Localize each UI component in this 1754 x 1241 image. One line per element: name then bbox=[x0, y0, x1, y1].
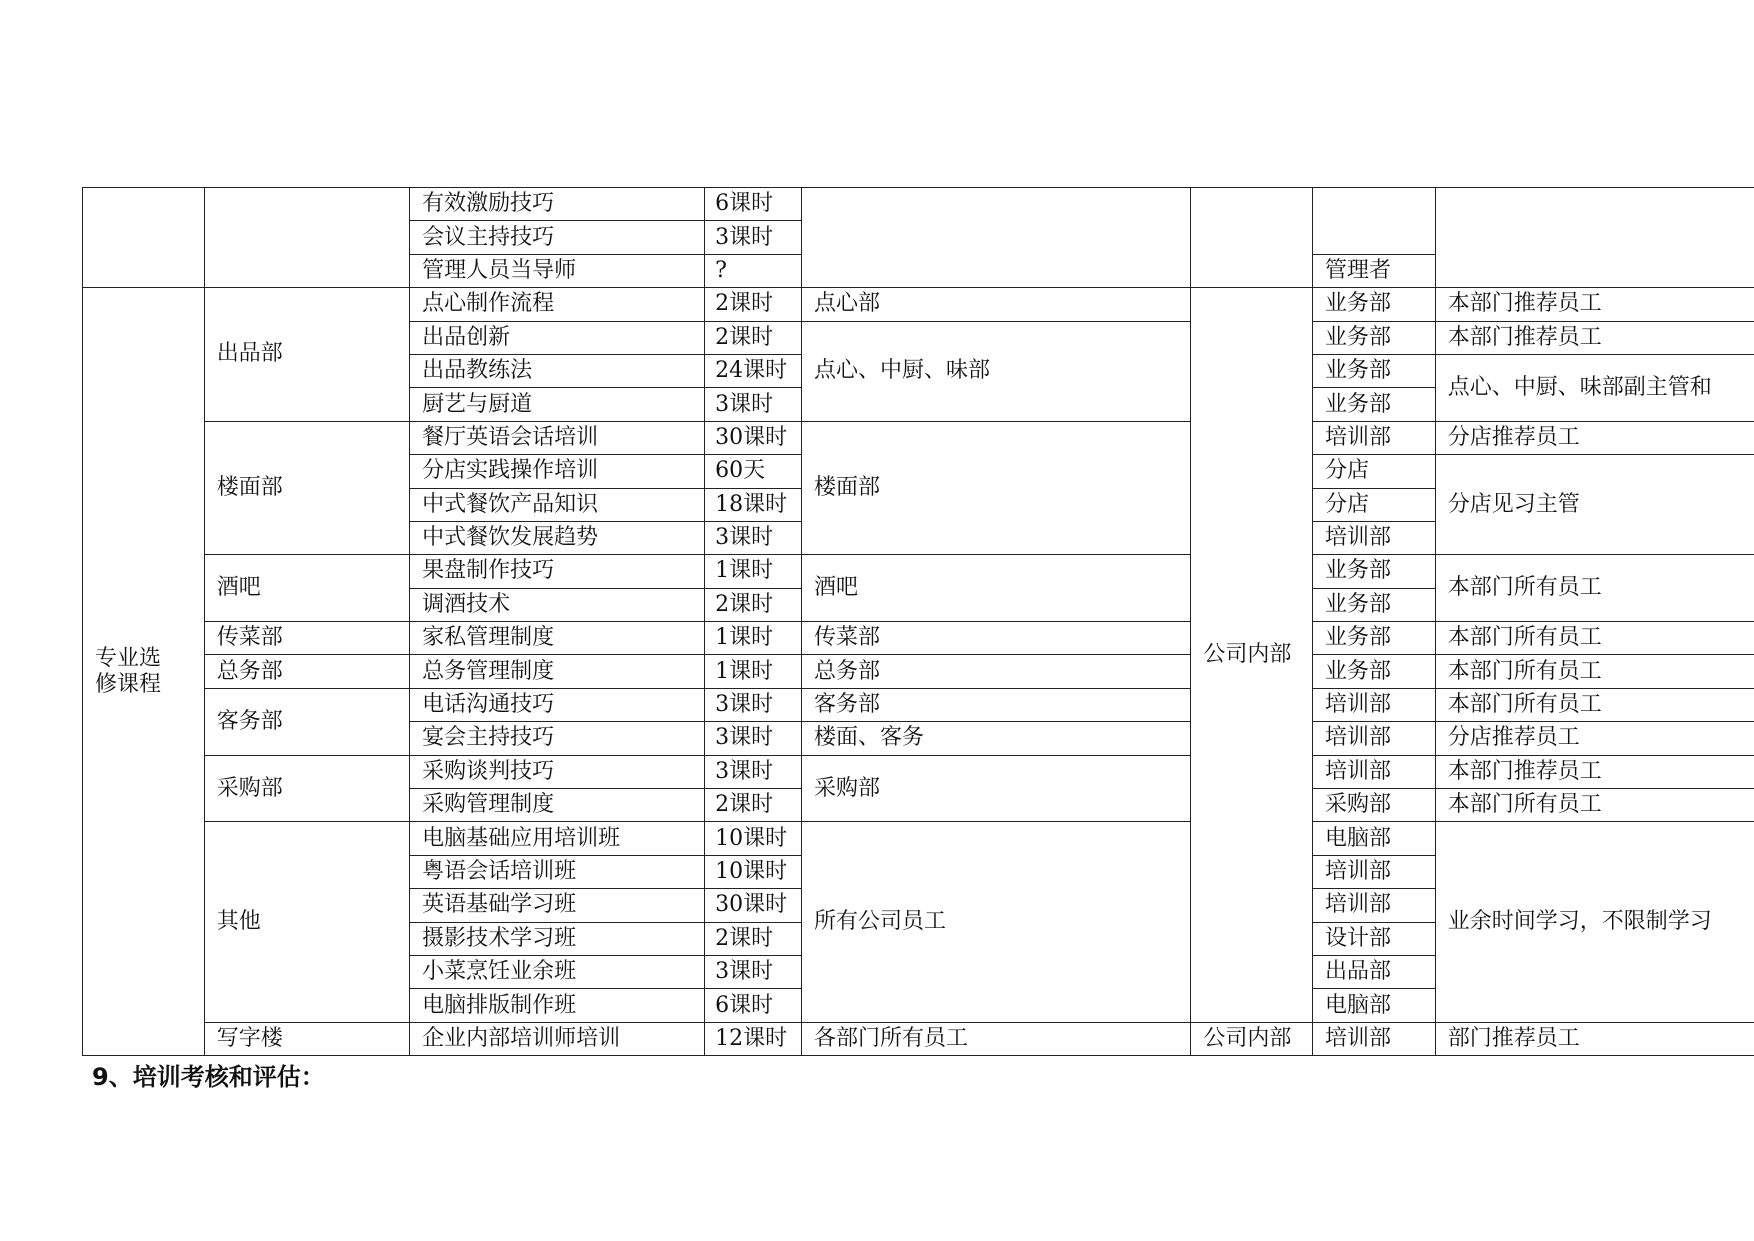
table-body bbox=[83, 188, 1754, 1056]
scope-cell: 本部门所有员工 bbox=[1435, 655, 1754, 688]
course-hours-cell: 3课时 bbox=[705, 221, 802, 254]
organizer-cell: 采购部 bbox=[1312, 789, 1435, 822]
organizer-cell: 培训部 bbox=[1312, 889, 1435, 922]
scope-cell: 本部门所有员工 bbox=[1435, 789, 1754, 822]
venue-cell: 公司内部 bbox=[1191, 288, 1313, 1023]
course-name-cell: 中式餐饮产品知识 bbox=[410, 488, 705, 521]
course-hours-cell: ? bbox=[705, 254, 802, 287]
department-cell: 总务部 bbox=[204, 655, 409, 688]
scope-cell: 分店推荐员工 bbox=[1435, 421, 1754, 454]
course-hours-cell: 2课时 bbox=[705, 922, 802, 955]
course-hours-cell: 3课时 bbox=[705, 688, 802, 721]
table-row bbox=[83, 688, 1754, 721]
target-cell: 采购部 bbox=[802, 755, 1191, 822]
course-name-cell: 管理人员当导师 bbox=[410, 254, 705, 287]
organizer-cell: 培训部 bbox=[1312, 688, 1435, 721]
course-name-cell: 餐厅英语会话培训 bbox=[410, 421, 705, 454]
scope-cell: 本部门推荐员工 bbox=[1435, 755, 1754, 788]
course-name-cell: 家私管理制度 bbox=[410, 622, 705, 655]
course-name-cell: 小菜烹饪业余班 bbox=[410, 955, 705, 988]
course-name-cell: 摄影技术学习班 bbox=[410, 922, 705, 955]
course-hours-cell: 24课时 bbox=[705, 354, 802, 387]
target-cell: 点心部 bbox=[802, 288, 1191, 321]
course-hours-cell: 60天 bbox=[705, 455, 802, 488]
organizer-cell: 分店 bbox=[1312, 455, 1435, 488]
organizer-cell: 电脑部 bbox=[1312, 822, 1435, 855]
course-name-cell: 出品教练法 bbox=[410, 354, 705, 387]
table-row bbox=[83, 622, 1754, 655]
section-heading: 9、培训考核和评估： bbox=[92, 1063, 325, 1091]
course-name-cell: 点心制作流程 bbox=[410, 288, 705, 321]
course-hours-cell: 2课时 bbox=[705, 789, 802, 822]
target-cell-empty bbox=[802, 188, 1191, 288]
venue-cell-empty bbox=[1191, 188, 1313, 288]
target-cell: 点心、中厨、味部 bbox=[802, 321, 1191, 421]
course-hours-cell: 6课时 bbox=[705, 188, 802, 221]
course-hours-cell: 2课时 bbox=[705, 321, 802, 354]
course-hours-cell: 3课时 bbox=[705, 955, 802, 988]
course-name-cell: 有效激励技巧 bbox=[410, 188, 705, 221]
table-row bbox=[83, 822, 1754, 855]
organizer-cell: 管理者 bbox=[1312, 254, 1435, 287]
target-cell: 客务部 bbox=[802, 688, 1191, 721]
course-name-cell: 英语基础学习班 bbox=[410, 889, 705, 922]
scope-cell: 本部门所有员工 bbox=[1435, 688, 1754, 721]
organizer-cell: 业务部 bbox=[1312, 388, 1435, 421]
organizer-cell: 培训部 bbox=[1312, 722, 1435, 755]
scope-cell-empty bbox=[1435, 188, 1754, 288]
course-name-cell: 调酒技术 bbox=[410, 588, 705, 621]
category-label-line: 修课程 bbox=[95, 671, 162, 697]
course-name-cell: 电脑基础应用培训班 bbox=[410, 822, 705, 855]
scope-cell: 分店见习主管 bbox=[1435, 455, 1754, 555]
organizer-cell: 培训部 bbox=[1312, 1022, 1435, 1055]
scope-cell: 业余时间学习，不限制学习 bbox=[1435, 822, 1754, 1022]
category-cell-empty bbox=[83, 188, 205, 288]
table-row bbox=[83, 655, 1754, 688]
organizer-cell: 出品部 bbox=[1312, 955, 1435, 988]
organizer-cell: 业务部 bbox=[1312, 321, 1435, 354]
scope-cell: 点心、中厨、味部副主管和 bbox=[1435, 354, 1754, 421]
course-hours-cell: 30课时 bbox=[705, 889, 802, 922]
course-hours-cell: 3课时 bbox=[705, 755, 802, 788]
organizer-cell: 培训部 bbox=[1312, 855, 1435, 888]
organizer-cell: 培训部 bbox=[1312, 421, 1435, 454]
scope-cell: 分店推荐员工 bbox=[1435, 722, 1754, 755]
table-row bbox=[83, 188, 1754, 221]
department-cell: 出品部 bbox=[204, 288, 409, 422]
category-cell bbox=[83, 288, 205, 1056]
table-row bbox=[83, 555, 1754, 588]
organizer-cell: 设计部 bbox=[1312, 922, 1435, 955]
course-hours-cell: 2课时 bbox=[705, 588, 802, 621]
course-name-cell: 电脑排版制作班 bbox=[410, 989, 705, 1022]
target-cell: 楼面、客务 bbox=[802, 722, 1191, 755]
scope-cell: 本部门推荐员工 bbox=[1435, 321, 1754, 354]
course-hours-cell: 18课时 bbox=[705, 488, 802, 521]
course-hours-cell: 6课时 bbox=[705, 989, 802, 1022]
department-cell: 其他 bbox=[204, 822, 409, 1022]
course-name-cell: 会议主持技巧 bbox=[410, 221, 705, 254]
venue-cell: 公司内部 bbox=[1191, 1022, 1313, 1055]
organizer-cell: 电脑部 bbox=[1312, 989, 1435, 1022]
scope-cell: 本部门所有员工 bbox=[1435, 555, 1754, 622]
table-row bbox=[83, 288, 1754, 321]
course-name-cell: 电话沟通技巧 bbox=[410, 688, 705, 721]
course-name-cell: 采购谈判技巧 bbox=[410, 755, 705, 788]
course-name-cell: 中式餐饮发展趋势 bbox=[410, 521, 705, 554]
target-cell: 各部门所有员工 bbox=[802, 1022, 1191, 1055]
table-row bbox=[83, 421, 1754, 454]
target-cell: 所有公司员工 bbox=[802, 822, 1191, 1022]
organizer-cell: 培训部 bbox=[1312, 755, 1435, 788]
department-cell: 写字楼 bbox=[204, 1022, 409, 1055]
course-hours-cell: 3课时 bbox=[705, 521, 802, 554]
course-hours-cell: 12课时 bbox=[705, 1022, 802, 1055]
organizer-cell: 业务部 bbox=[1312, 588, 1435, 621]
department-cell: 传菜部 bbox=[204, 622, 409, 655]
course-name-cell: 厨艺与厨道 bbox=[410, 388, 705, 421]
department-cell: 酒吧 bbox=[204, 555, 409, 622]
organizer-cell: 业务部 bbox=[1312, 655, 1435, 688]
department-cell: 客务部 bbox=[204, 688, 409, 755]
course-name-cell: 分店实践操作培训 bbox=[410, 455, 705, 488]
target-cell: 酒吧 bbox=[802, 555, 1191, 622]
organizer-cell: 分店 bbox=[1312, 488, 1435, 521]
target-cell: 楼面部 bbox=[802, 421, 1191, 555]
training-course-table bbox=[82, 187, 1754, 1056]
course-name-cell: 总务管理制度 bbox=[410, 655, 705, 688]
organizer-cell: 业务部 bbox=[1312, 288, 1435, 321]
course-hours-cell: 3课时 bbox=[705, 722, 802, 755]
course-name-cell: 出品创新 bbox=[410, 321, 705, 354]
course-hours-cell: 10课时 bbox=[705, 822, 802, 855]
course-hours-cell: 1课时 bbox=[705, 622, 802, 655]
course-hours-cell: 3课时 bbox=[705, 388, 802, 421]
table-row bbox=[83, 1022, 1754, 1055]
scope-cell: 本部门推荐员工 bbox=[1435, 288, 1754, 321]
organizer-cell: 业务部 bbox=[1312, 622, 1435, 655]
scope-cell: 本部门所有员工 bbox=[1435, 622, 1754, 655]
department-cell-empty bbox=[204, 188, 409, 288]
course-hours-cell: 10课时 bbox=[705, 855, 802, 888]
department-cell: 采购部 bbox=[204, 755, 409, 822]
scope-cell: 部门推荐员工 bbox=[1435, 1022, 1754, 1055]
course-hours-cell: 1课时 bbox=[705, 555, 802, 588]
organizer-cell-empty bbox=[1312, 188, 1435, 255]
course-name-cell: 粤语会话培训班 bbox=[410, 855, 705, 888]
department-cell: 楼面部 bbox=[204, 421, 409, 555]
course-name-cell: 采购管理制度 bbox=[410, 789, 705, 822]
table-row bbox=[83, 755, 1754, 788]
organizer-cell: 业务部 bbox=[1312, 354, 1435, 387]
organizer-cell: 业务部 bbox=[1312, 555, 1435, 588]
category-label-line: 专业选 bbox=[95, 645, 162, 671]
course-name-cell: 宴会主持技巧 bbox=[410, 722, 705, 755]
course-hours-cell: 30课时 bbox=[705, 421, 802, 454]
course-name-cell: 果盘制作技巧 bbox=[410, 555, 705, 588]
target-cell: 总务部 bbox=[802, 655, 1191, 688]
course-name-cell: 企业内部培训师培训 bbox=[410, 1022, 705, 1055]
course-hours-cell: 2课时 bbox=[705, 288, 802, 321]
target-cell: 传菜部 bbox=[802, 622, 1191, 655]
organizer-cell: 培训部 bbox=[1312, 521, 1435, 554]
course-hours-cell: 1课时 bbox=[705, 655, 802, 688]
